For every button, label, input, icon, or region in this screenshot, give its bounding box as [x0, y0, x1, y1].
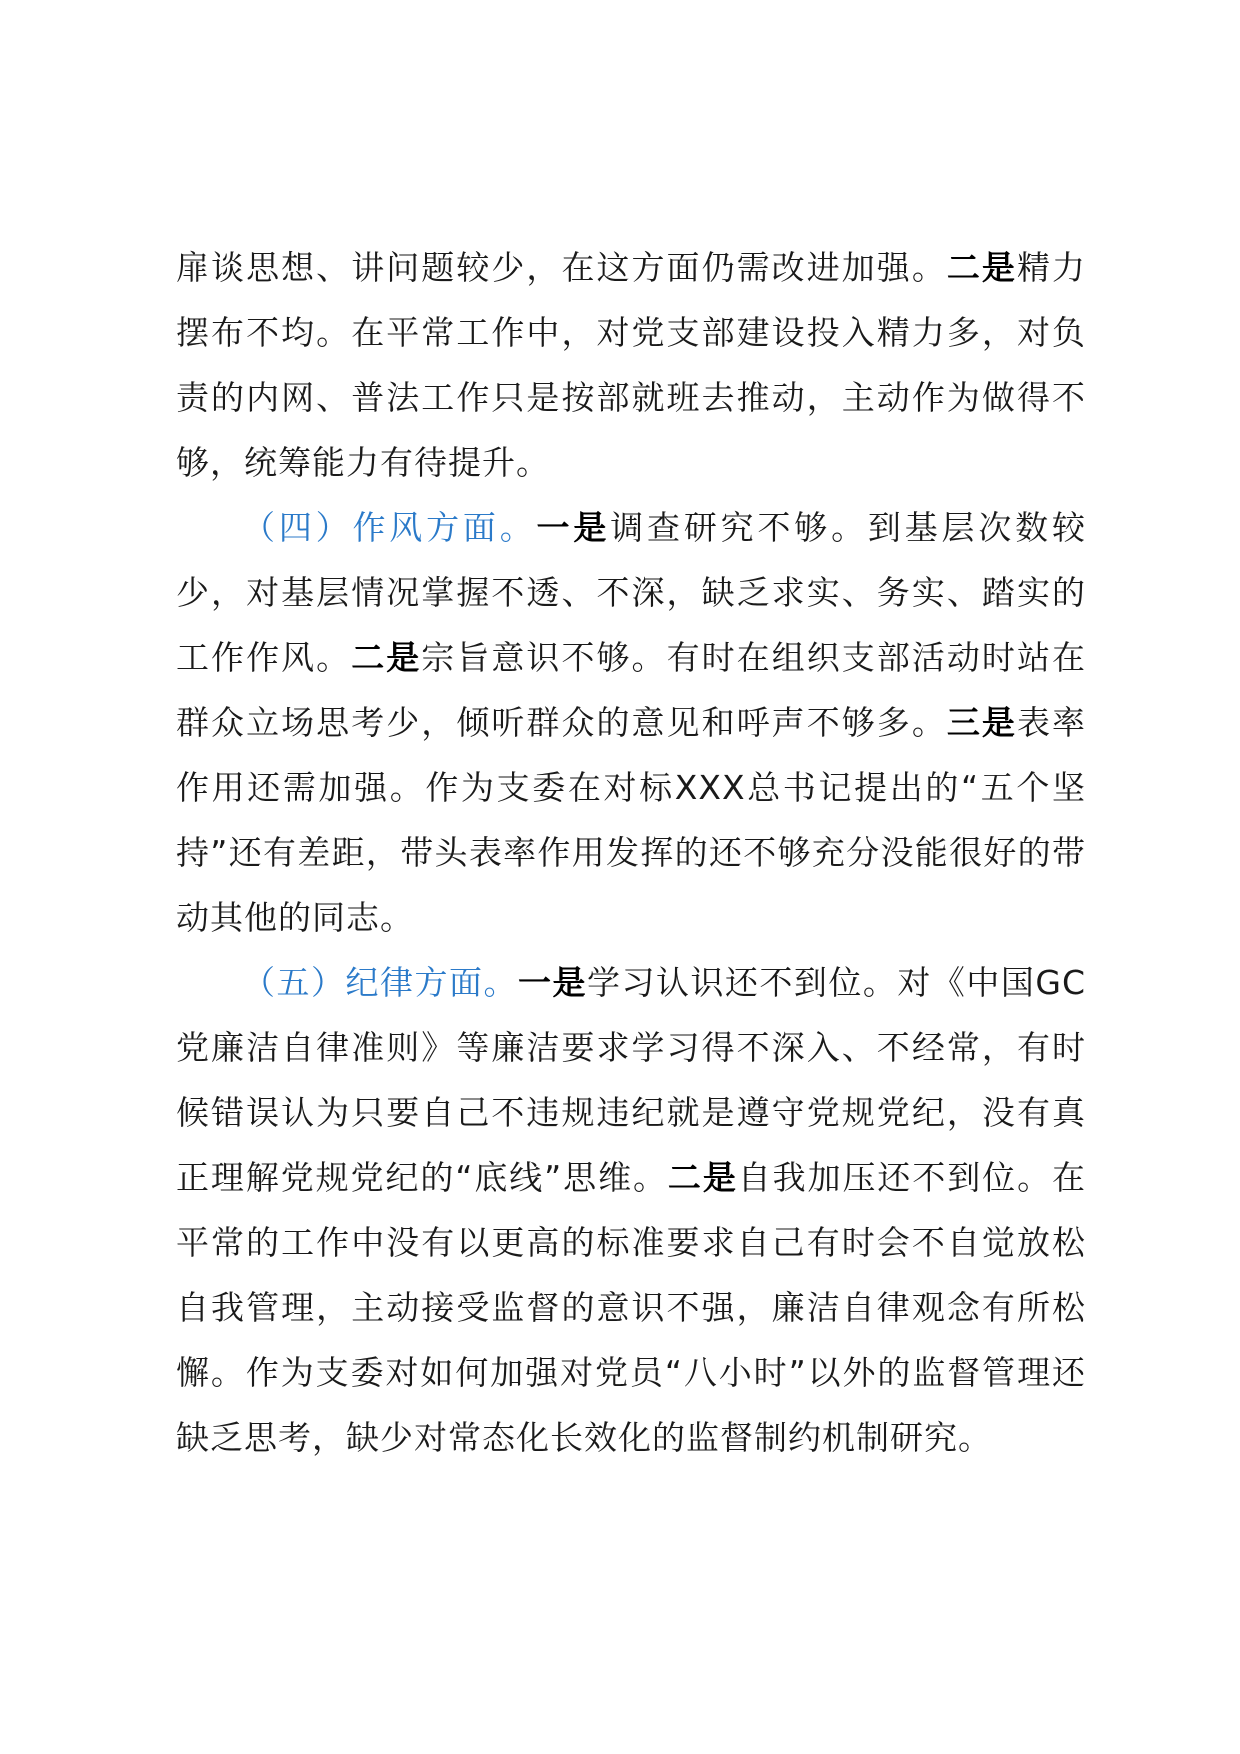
paragraph-discipline — [176, 950, 1086, 1470]
bold-lead: 三是 — [946, 703, 1017, 742]
bold-lead: 二是 — [351, 638, 422, 677]
bold-lead: 二是 — [667, 1158, 738, 1197]
section-heading-work-style: （四）作风方面。 — [242, 508, 537, 547]
paragraph-text: 表率作用还需加强。作为支委在对标XXX总书记提出的“五个坚持”还有差距，带头表率作用发挥的还不够充分没能很好的带动其他的同志。 — [176, 703, 1087, 937]
bold-lead: 二是 — [946, 248, 1017, 287]
paragraph-text: 自我加压还不到位。在平常的工作中没有以更高的标准要求自己有时会不自觉放松自我管理，主动接受监督的意识不强，廉洁自律观念有所松懈。作为支委对如何加强对党员“八小时”以外的监督管理还缺乏思考，缺少对常态化长效化的监督制约机制研究。 — [176, 1158, 1087, 1457]
paragraph-work-style — [176, 495, 1086, 950]
paragraph-text: 学习认识还不到位。对《中国GC党廉洁自律准则》等廉洁要求学习得不深入、不经常，有时候错误认为只要自己不违规违纪就是遵守党规党纪，没有真正理解党规党纪的“底线”思维。 — [176, 963, 1087, 1197]
paragraph-text: 调查研究不够。到基层次数较少，对基层情况掌握不透、不深，缺乏求实、务实、踏实的工作作风。 — [176, 508, 1087, 677]
paragraph-text: 扉谈思想、讲问题较少，在这方面仍需改进加强。 — [176, 248, 947, 287]
section-heading-discipline: （五）纪律方面。 — [242, 963, 518, 1002]
paragraph-1 — [176, 235, 1086, 495]
paragraph-text: 宗旨意识不够。有时在组织支部活动时站在群众立场思考少，倾听群众的意见和呼声不够多。 — [176, 638, 1087, 742]
document-body — [176, 235, 1086, 1470]
paragraph-text: 精力摆布不均。在平常工作中，对党支部建设投入精力多，对负责的内网、普法工作只是按部就班去推动，主动作为做得不够，统筹能力有待提升。 — [176, 248, 1087, 482]
bold-lead: 一是 — [517, 963, 587, 1002]
bold-lead: 一是 — [536, 508, 611, 547]
